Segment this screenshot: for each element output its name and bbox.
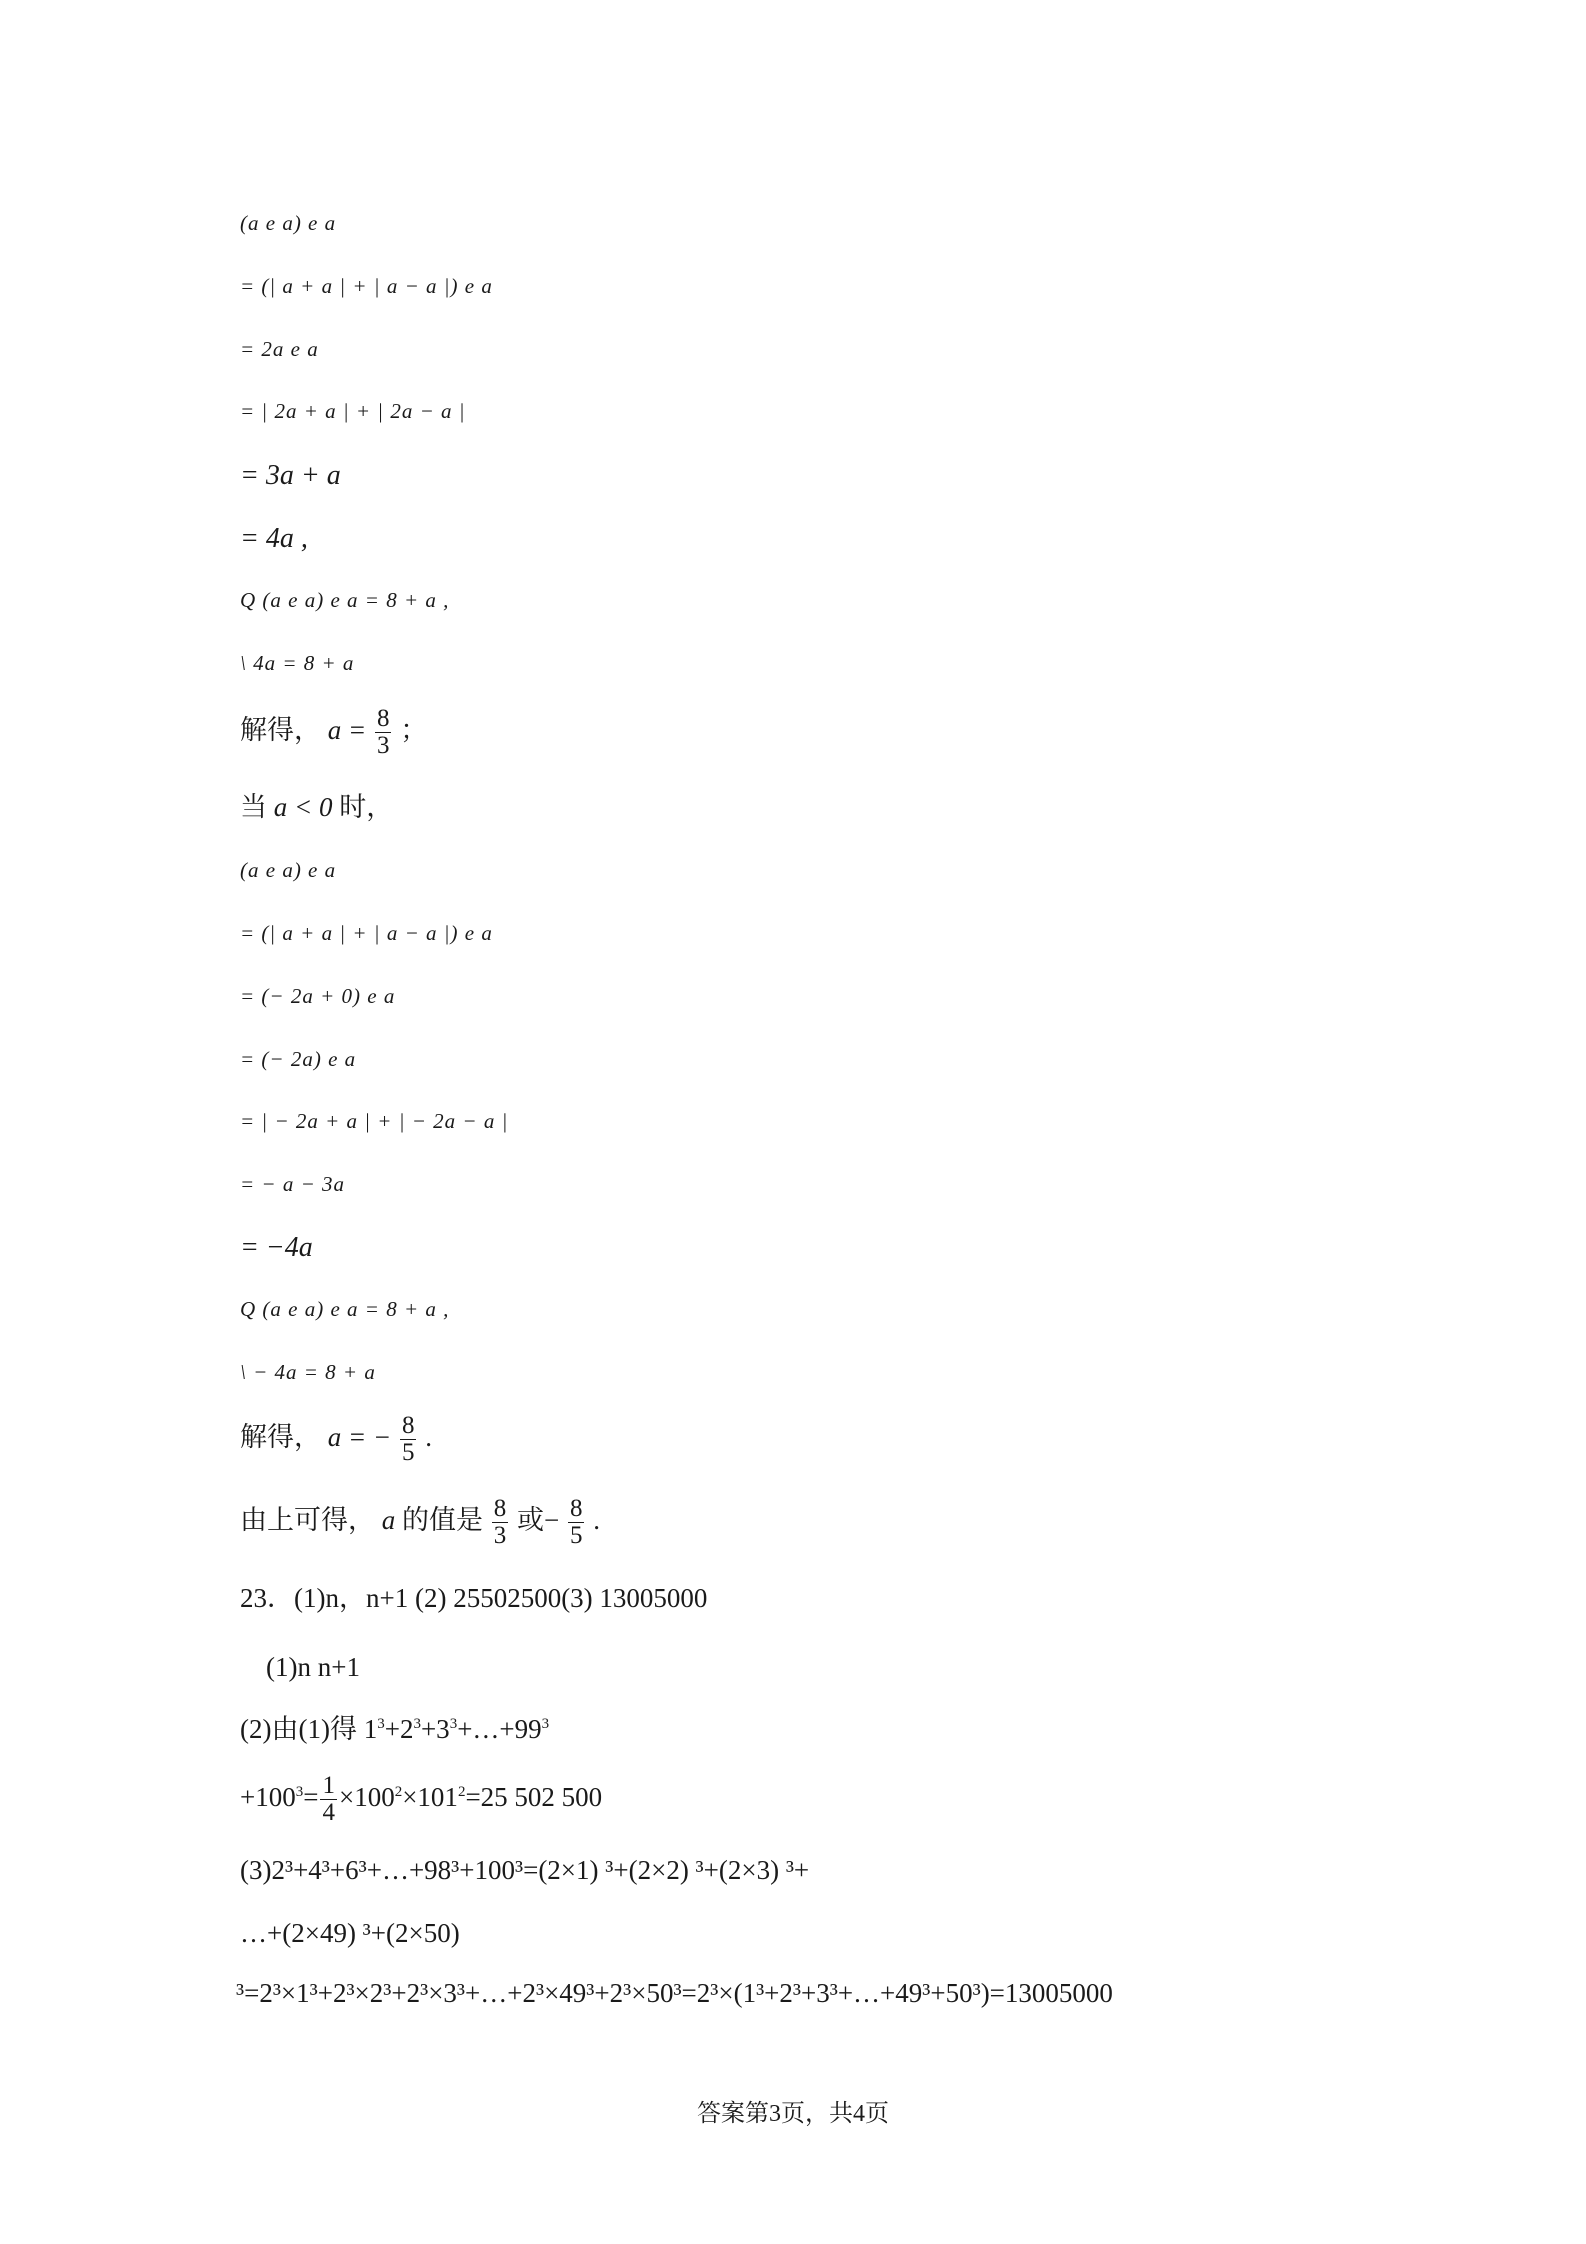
- superscript: 3: [541, 1716, 550, 1732]
- fraction: [375, 706, 392, 760]
- solve-var: a = −: [327, 1421, 392, 1452]
- solve-line: [240, 1413, 432, 1467]
- math-line: \ − 4a = 8 + a: [240, 1360, 376, 1384]
- fraction: [400, 1413, 417, 1467]
- conclusion-prefix: 由上可得，: [240, 1504, 375, 1535]
- text-run: +100: [240, 1781, 296, 1812]
- superscript: 3: [449, 1716, 458, 1732]
- text-run: ×100: [338, 1781, 395, 1812]
- superscript: 2: [457, 1783, 466, 1800]
- math-line: = | 2a + a | + | 2a − a |: [240, 399, 466, 423]
- math-line: = 2a e a: [240, 337, 319, 361]
- fraction-denominator: 4: [322, 1799, 335, 1827]
- fraction-denominator: 3: [376, 732, 390, 760]
- superscript: 2: [394, 1783, 403, 1800]
- page-footer: 答案第3页，共4页: [697, 2101, 889, 2127]
- case-condition: a < 0: [273, 792, 333, 822]
- superscript: 3: [413, 1716, 421, 1732]
- text-run: =: [303, 1781, 319, 1812]
- text-run: ×101: [402, 1781, 458, 1812]
- fraction-numerator: 8: [493, 1495, 507, 1522]
- fraction-numerator: 1: [322, 1772, 335, 1799]
- solve-suffix: .: [425, 1421, 432, 1452]
- math-line: = (− 2a) e a: [240, 1047, 357, 1071]
- conclusion-var: a: [381, 1504, 396, 1535]
- solve-suffix: ；: [400, 714, 428, 745]
- math-line: = − a − 3a: [240, 1172, 346, 1196]
- fraction: [568, 1496, 585, 1550]
- math-line: \ 4a = 8 + a: [240, 651, 355, 675]
- answer-part-3-result: ³=2³×1³+2³×2³+2³×3³+…+2³×49³+2³×50³=2³×(1³+2³+3³+…+49³+50³)=13005000: [236, 1978, 1113, 2008]
- answer-part-2-continued: [240, 1773, 602, 1827]
- conclusion-or: 或−: [517, 1504, 560, 1535]
- solve-line: [240, 706, 427, 760]
- answer-part-3: (3)2³+4³+6³+…+98³+100³=(2×1) ³+(2×2) ³+(2×3) ³+: [240, 1855, 810, 1885]
- solve-var: a =: [327, 714, 367, 745]
- answer-part-2: [240, 1716, 549, 1743]
- text-run: (2)由(1)得 1: [240, 1714, 378, 1744]
- math-line: Q (a e a) e a = 8 + a ,: [240, 1297, 450, 1321]
- fraction-denominator: 5: [569, 1522, 583, 1550]
- math-line: = (− 2a + 0) e a: [240, 984, 396, 1008]
- math-line: Q (a e a) e a = 8 + a ,: [240, 588, 450, 612]
- text-run: =25 502 500: [465, 1781, 603, 1812]
- math-line: = | − 2a + a | + | − 2a − a |: [240, 1109, 509, 1133]
- case-line: [240, 794, 393, 821]
- fraction-numerator: 8: [569, 1495, 583, 1522]
- case-prefix: 当: [240, 792, 267, 822]
- fraction: [492, 1496, 509, 1550]
- fraction-numerator: 8: [401, 1412, 415, 1439]
- superscript: 3: [377, 1716, 385, 1732]
- case-suffix: 时，: [339, 792, 394, 822]
- solve-prefix: 解得，: [240, 1421, 321, 1452]
- text-run: +2: [384, 1714, 414, 1744]
- math-line: = (| a + a | + | a − a |) e a: [240, 274, 493, 298]
- conclusion-line: [240, 1496, 600, 1550]
- math-line: (a e a) e a: [240, 858, 337, 882]
- math-line: = (| a + a | + | a − a |) e a: [240, 921, 493, 945]
- math-line: = 4a ,: [240, 523, 308, 554]
- text-run: +3: [420, 1714, 450, 1744]
- answer-part-1: (1)n n+1: [266, 1652, 360, 1682]
- question-23-header: 23．(1)n，n+1 (2) 25502500(3) 13005000: [240, 1583, 708, 1613]
- solve-prefix: 解得，: [240, 714, 321, 745]
- conclusion-middle: 的值是: [402, 1504, 483, 1535]
- superscript: 3: [295, 1783, 304, 1800]
- conclusion-suffix: .: [593, 1504, 600, 1535]
- answer-part-3-continued: …+(2×49) ³+(2×50): [240, 1918, 460, 1948]
- fraction-denominator: 3: [493, 1522, 507, 1550]
- math-line: = −4a: [240, 1232, 313, 1263]
- fraction-denominator: 5: [401, 1439, 415, 1467]
- fraction-numerator: 8: [376, 705, 390, 732]
- fraction: [320, 1773, 337, 1827]
- math-line: (a e a) e a: [240, 211, 337, 235]
- text-run: +…+99: [457, 1714, 542, 1744]
- math-line: = 3a + a: [240, 460, 341, 491]
